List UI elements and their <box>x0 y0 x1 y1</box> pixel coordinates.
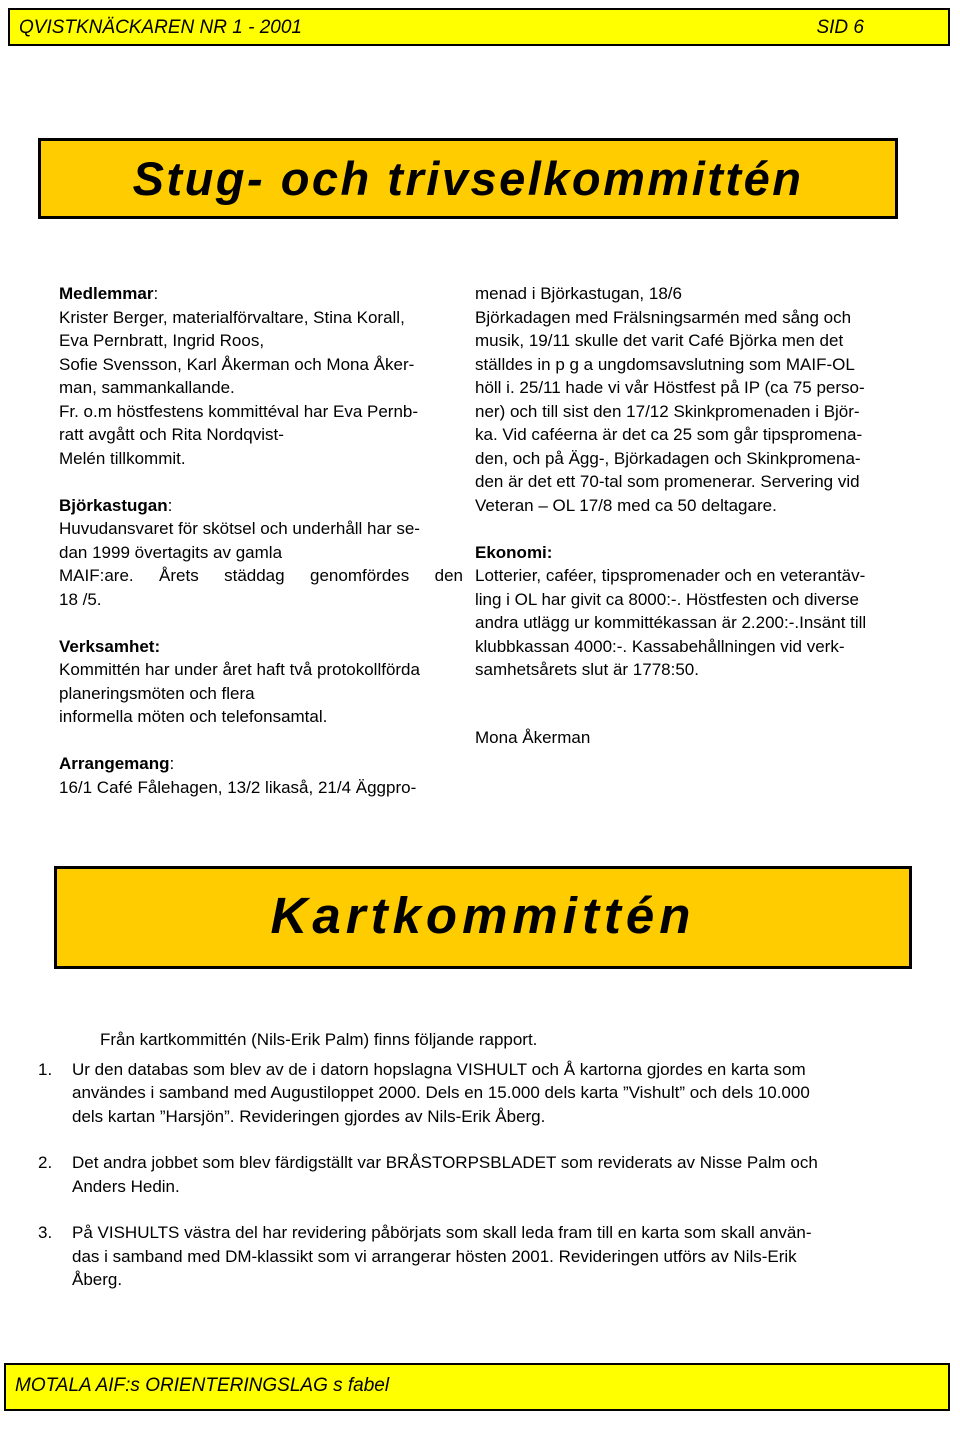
right-column <box>475 282 915 750</box>
kart-report <box>38 1028 918 1315</box>
item-number: 1. <box>38 1059 53 1079</box>
arrangemang-cont-line: Björkadagen med Frälsningsarmén med sång och <box>475 307 852 327</box>
bjorkastugan-line: MAIF:are. Årets städdag genomfördes den <box>59 566 463 585</box>
medlemmar-line: Sofie Svensson, Karl Åkerman och Mona Åker- <box>59 354 415 374</box>
section-title-stug: Stug- och trivselkommittén <box>38 138 898 219</box>
kart-list <box>38 1058 918 1292</box>
header-page-number: SID 6 <box>816 17 864 38</box>
arrangemang-line: 16/1 Café Fålehagen, 13/2 likaså, 21/4 Äggpro- <box>59 777 417 797</box>
item-line: användes i samband med Augustiloppet 2000. Dels en 15.000 dels karta ”Vishult” och dels 10.000 <box>72 1083 810 1102</box>
ekonomi-line: ling i OL har givit ca 8000:-. Höstfesten och diverse <box>475 589 859 609</box>
ekonomi-line: samhetsårets slut är 1778:50. <box>475 660 699 679</box>
arrangemang-cont-line: menad i Björkastugan, 18/6 <box>475 284 682 303</box>
list-item <box>38 1151 918 1198</box>
verksamhet-line: informella möten och telefonsamtal. <box>59 707 328 726</box>
arrangemang-cont-line: ka. Vid caféerna är det ca 25 som går tipspromena- <box>475 425 863 444</box>
item-line: das i samband med DM-klassikt som vi arrangerar hösten 2001. Revideringen utförs av Nils-Erik <box>72 1246 797 1266</box>
medlemmar-line: ratt avgått och Rita Nordqvist- <box>59 425 284 444</box>
verksamhet-line: planeringsmöten och flera <box>59 683 255 703</box>
section-title-kart: Kartkommittén <box>54 866 912 969</box>
item-line: Det andra jobbet som blev färdigställt var BRÅSTORPSBLADET som reviderats av Nisse Palm och <box>72 1153 818 1172</box>
header-publication: QVISTKNÄCKAREN NR 1 - 2001 <box>19 17 302 38</box>
medlemmar-label: Medlemmar <box>59 284 154 303</box>
arrangemang-cont-line: den är det ett 70-tal som promenerar. Servering vid <box>475 472 860 491</box>
bjorkastugan-line: dan 1999 övertagits av gamla <box>59 542 283 562</box>
page-header <box>8 8 950 46</box>
ekonomi-line: andra utlägg ur kommittékassan är 2.200:-.Insänt till <box>475 613 867 632</box>
arrangemang-cont-line: höll i. 25/11 hade vi vår Höstfest på IP (ca 75 perso- <box>475 378 865 397</box>
item-line: Ur den databas som blev av de i datorn hopslagna VISHULT och Å kartorna gjordes en karta som <box>72 1059 806 1079</box>
page-footer: MOTALA AIF:s ORIENTERINGSLAG s fabel <box>4 1363 950 1411</box>
list-item <box>38 1058 918 1129</box>
bjorkastugan-label: Björkastugan <box>59 495 168 515</box>
medlemmar-line: Krister Berger, materialförvaltare, Stina Korall, <box>59 307 405 327</box>
signature: Mona Åkerman <box>475 728 591 747</box>
bjorkastugan-line: Huvudansvaret för skötsel och underhåll har se- <box>59 519 420 538</box>
arrangemang-label: Arrangemang <box>59 754 170 773</box>
arrangemang-cont-line: musik, 19/11 skulle det varit Café Björka men det <box>475 331 844 350</box>
kart-intro: Från kartkommittén (Nils-Erik Palm) finns följande rapport. <box>100 1030 538 1049</box>
item-line: På VISHULTS västra del har revidering påbörjats som skall leda fram till en karta som skall använ- <box>72 1223 812 1242</box>
left-column: Medlemmar: Krister Berger, materialförvaltare, Stina Korall, Eva Pernbratt, Ingrid Roos, Sofie Svensson, Karl Åkerman och Mona Åker- man, sammankallande. Fr. o.m höstfestens kommittéval har Eva Pernb- ratt avgått och Rita Nordqvist- Melén tillkommit. Björkastugan: Huvudansvaret för skötsel och underhåll har se- dan 1999 övertagits av gamla MAIF:are. Årets städdag genomfördes den 18 /5. Verksamhet: Kommittén har under året haft två protokollförda planeringsmöten och flera informella möten och telefonsamtal. Arrangemang: 16/1 Café Fålehagen, 13/2 likaså, 21/4 Äggpro- <box>59 282 463 799</box>
ekonomi-label: Ekonomi: <box>475 542 553 562</box>
item-number: 3. <box>38 1223 53 1242</box>
list-item <box>38 1221 918 1292</box>
verksamhet-line: Kommittén har under året haft två protokollförda <box>59 660 420 679</box>
item-line: dels kartan ”Harsjön”. Revideringen gjordes av Nils-Erik Åberg. <box>72 1106 546 1126</box>
medlemmar-line: Melén tillkommit. <box>59 448 186 468</box>
verksamhet-label: Verksamhet: <box>59 636 161 656</box>
item-line: Åberg. <box>72 1270 123 1289</box>
ekonomi-line: Lotterier, caféer, tipspromenader och en veterantäv- <box>475 566 866 585</box>
item-number: 2. <box>38 1153 53 1172</box>
medlemmar-line: Fr. o.m höstfestens kommittéval har Eva Pernb- <box>59 401 419 421</box>
arrangemang-cont-line: ställdes in p g a ungdomsavslutning som MAIF-OL <box>475 354 855 374</box>
medlemmar-line: man, sammankallande. <box>59 378 235 397</box>
item-line: Anders Hedin. <box>72 1176 180 1196</box>
arrangemang-cont-line: den, och på Ägg-, Björkadagen och Skinkpromena- <box>475 448 861 468</box>
medlemmar-line: Eva Pernbratt, Ingrid Roos, <box>59 331 265 350</box>
arrangemang-cont-line: Veteran – OL 17/8 med ca 50 deltagare. <box>475 495 777 515</box>
ekonomi-line: klubbkassan 4000:-. Kassabehållningen vid verk- <box>475 636 845 656</box>
arrangemang-cont-line: ner) och till sist den 17/12 Skinkpromenaden i Björ- <box>475 401 860 421</box>
bjorkastugan-line: 18 /5. <box>59 589 102 609</box>
